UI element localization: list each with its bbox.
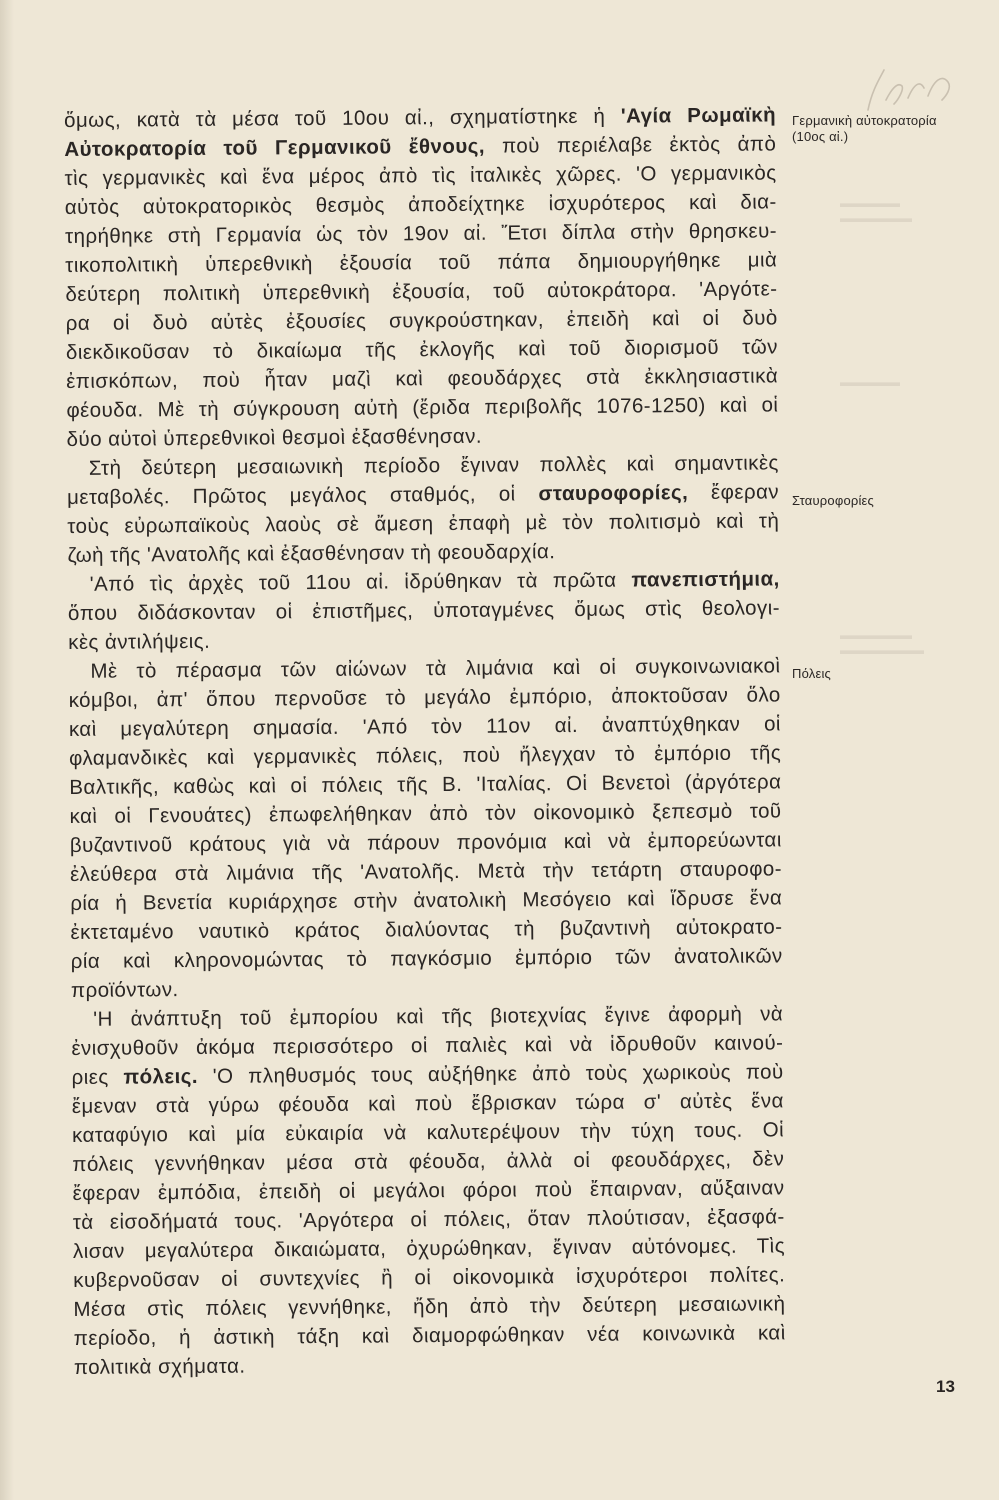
text-segment: ἔμεναν στὰ γύρω φέουδα καὶ ποὺ ἔβρισκαν τώρα σ' αὐτὲς ἕνα <box>71 1089 784 1118</box>
text-segment: φλαμανδικὲς καὶ γερμανικὲς πόλεις, ποὺ ἤλεγχαν τὸ ἐμπόριο τῆς <box>69 741 782 770</box>
text-segment: ρα οἱ δυὸ αὐτὲς ἐξουσίες συγκρούστηκαν, ἐπειδὴ καὶ οἱ δυὸ <box>65 306 778 335</box>
text-segment: Μὲ τὸ πέρασμα τῶν αἰώνων τὰ λιμάνια καὶ οἱ συγκοινωνιακοὶ <box>90 654 781 683</box>
text-segment: ριες <box>71 1065 124 1089</box>
text-line <box>66 390 778 425</box>
text-line <box>68 593 780 628</box>
text-line <box>74 1318 786 1353</box>
page-number: 13 <box>936 1377 955 1396</box>
margin-note-crusades: Σταυροφορίες <box>792 493 875 508</box>
text-segment: τοὺς εὐρωπαϊκοὺς λαοὺς σὲ ἄμεση ἐπαφὴ μὲ τὸν πολιτισμὸ καὶ τὴ <box>67 509 780 538</box>
bold-term: 'Αγία Ρωμαϊκὴ <box>620 103 777 128</box>
text-segment: Στὴ δεύτερη μεσαιωνικὴ περίοδο ἔγιναν πολλὲς καὶ σημαντικὲς <box>88 451 779 480</box>
text-line <box>71 941 783 976</box>
text-segment: λισαν μεγαλύτερα δικαιώματα, ὀχυρώθηκαν, ἔγιναν αὐτόνομες. Τὶς <box>72 1234 786 1263</box>
text-segment: 'Από τὶς ἀρχὲς τοῦ 11ου αἰ. ἱδρύθηκαν τὰ πρῶτα <box>89 568 632 596</box>
text-segment: μεταβολές. Πρῶτος μεγάλος σταθμός, οἱ <box>66 482 539 509</box>
bold-term: πανεπιστήμια, <box>631 567 780 592</box>
text-line <box>74 1347 786 1382</box>
text-segment: κόμβοι, ἀπ' ὅπου περνοῦσε τὸ μεγάλο ἐμπόριο, ἀποκτοῦσαν ὅλο <box>68 683 781 712</box>
text-segment: τὶς γερμανικὲς καὶ ἕνα μέρος ἀπὸ τὶς ἰταλικὲς χῶρες. 'Ο γερμανικὸς <box>64 161 777 190</box>
text-segment: πολιτικὰ σχήματα. <box>73 1354 246 1379</box>
text-segment: ἐνισχυθοῦν ἀκόμα περισσότερο οἱ παλιὲς καὶ νὰ ἱδρυθοῦν καινού- <box>71 1031 784 1060</box>
text-segment: ὅμως, κατὰ τὰ μέσα τοῦ 10ου αἰ., σχηματίστηκε ἡ <box>64 104 621 132</box>
text-segment: 'Ο πληθυσμός τους αὐξήθηκε ἀπὸ τοὺς χωρικοὺς ποὺ <box>197 1060 784 1088</box>
text-segment: ἐλεύθερα στὰ λιμάνια τῆς 'Ανατολῆς. Μετὰ τὴν τετάρτη σταυροφο- <box>69 857 783 886</box>
text-segment: 'Η ἀνάπτυξη τοῦ ἐμπορίου καὶ τῆς βιοτεχνίας ἔγινε ἀφορμὴ νὰ <box>93 1002 784 1031</box>
text-segment: ποὺ περιέλαβε ἐκτὸς ἀπὸ <box>484 132 777 158</box>
bleed-through-text: ▬▬▬▬▬ ▬▬▬▬▬▬ <box>840 196 912 225</box>
body-text <box>64 100 786 1382</box>
bold-term: σταυροφορίες, <box>538 481 689 506</box>
text-segment: πόλεις γεννήθηκαν μέσα στὰ φέουδα, ἀλλὰ οἱ φεουδάρχες, δὲν <box>72 1147 785 1176</box>
text-segment: βυζαντινοῦ κράτους γιὰ νὰ πάρουν προνόμια καὶ νὰ ἐμπορεύωνται <box>69 828 782 857</box>
text-segment: προϊόντων. <box>70 978 179 1002</box>
bold-term: πόλεις. <box>123 1064 199 1089</box>
text-segment: ἐκτεταμένο ναυτικὸ κράτος διαλύοντας τὴ βυζαντινὴ αὐτοκρατο- <box>70 915 783 944</box>
text-segment: τηρήθηκε στὴ Γερμανία ὡς τὸν 19ον αἰ. Ἔτσι δίπλα στὴν θρησκευ- <box>64 219 778 248</box>
text-segment: δύο αὐτοὶ ὑπερεθνικοὶ θεσμοὶ ἐξασθένησαν. <box>66 424 483 451</box>
text-segment: ἔφεραν ἐμπόδια, ἐπειδὴ οἱ μεγάλοι φόροι ποὺ ἔπαιρναν, αὔξαιναν <box>72 1176 785 1205</box>
text-segment: αὐτὸς αὐτοκρατορικὸς θεσμὸς ἀποδείχτηκε ἰσχυρότερος καὶ δια- <box>64 190 777 219</box>
text-segment: διεκδικοῦσαν τὸ δικαίωμα τῆς ἐκλογῆς καὶ τοῦ διορισμοῦ τῶν <box>65 335 779 364</box>
text-segment: ὅπου διδάσκονταν οἱ ἐπιστῆμες, ὑποταγμένες ὅμως στὶς θεολογι- <box>67 596 781 625</box>
text-segment: δεύτερη πολιτικὴ ὑπερεθνικὴ ἐξουσία, τοῦ αὐτοκράτορα. 'Αργότε- <box>65 277 778 306</box>
page-edge <box>0 0 14 1500</box>
text-segment: Βαλτικῆς, καθὼς καὶ οἱ πόλεις τῆς Β. 'Ιταλίας. Οἱ Βενετοὶ (ἀργότερα <box>69 770 782 799</box>
text-segment: κὲς ἀντιλήψεις. <box>68 629 211 654</box>
text-segment: ἔφεραν <box>688 480 780 505</box>
bold-term: Αὐτοκρατορία τοῦ Γερμανικοῦ ἔθνους, <box>64 134 486 161</box>
pencil-scribble-mark <box>858 60 978 120</box>
text-segment: τὰ εἰσοδήματά τους. 'Αργότερα οἱ πόλεις, ὅταν πλούτισαν, ἐξασφά- <box>72 1205 785 1234</box>
text-segment: ρία ἡ Βενετία κυριάρχησε στὴν ἀνατολικὴ Μεσόγειο καὶ ἵδρυσε ἕνα <box>70 886 783 915</box>
margin-note-cities: Πόλεις <box>792 666 832 681</box>
bleed-through-text: ▬▬▬▬▬ <box>840 375 900 389</box>
text-segment: καταφύγιο καὶ μία εὐκαιρία νὰ καλυτερέψουν τὴν τύχη τους. Οἱ <box>71 1118 785 1147</box>
text-segment: κυβερνοῦσαν οἱ συντεχνίες ἢ οἱ οἰκονομικὰ ἰσχυρότεροι πολίτες. <box>73 1263 786 1292</box>
text-segment: καὶ οἱ Γενουάτες) ἐπωφελήθηκαν ἀπὸ τὸν οἰκονομικὸ ξεπεσμὸ τοῦ <box>69 799 782 828</box>
text-segment: περίοδο, ἡ ἀστικὴ τάξη καὶ διαμορφώθηκαν νέα κοινωνικὰ καὶ <box>73 1321 786 1350</box>
text-line <box>67 506 779 541</box>
text-segment: ἐπισκόπων, ποὺ ἦταν μαζὶ καὶ φεουδάρχες στὰ ἐκκλησιαστικὰ <box>66 364 779 393</box>
margin-note-german-empire: Γερμανικὴ αὐτοκρατορία (10ος αἰ.) <box>792 113 937 144</box>
text-segment: Μέσα στὶς πόλεις γεννήθηκε, ἤδη ἀπὸ τὴν δεύτερη μεσαιωνικὴ <box>73 1292 786 1321</box>
bleed-through-text: ▬▬▬▬▬▬ ▬▬▬▬▬▬▬ <box>840 628 924 657</box>
text-segment: ρία καὶ κληρονομώντας τὸ παγκόσμιο ἐμπόριο τῶν ἀνατολικῶν <box>70 944 783 973</box>
text-segment: καὶ μεγαλύτερη σημασία. 'Από τὸν 11ον αἰ. ἀναπτύχθηκαν οἱ <box>68 712 781 741</box>
text-segment: φέουδα. Μὲ τὴ σύγκρουση αὐτὴ (ἔριδα περιβολῆς 1076-1250) καὶ οἱ <box>66 393 779 422</box>
text-segment: τικοπολιτικὴ ὑπερεθνικὴ ἐξουσία τοῦ πάπα δημιουργήθηκε μιὰ <box>65 248 778 277</box>
text-segment: ζωὴ τῆς 'Ανατολῆς καὶ ἐξασθένησαν τὴ φεουδαρχία. <box>67 540 556 567</box>
